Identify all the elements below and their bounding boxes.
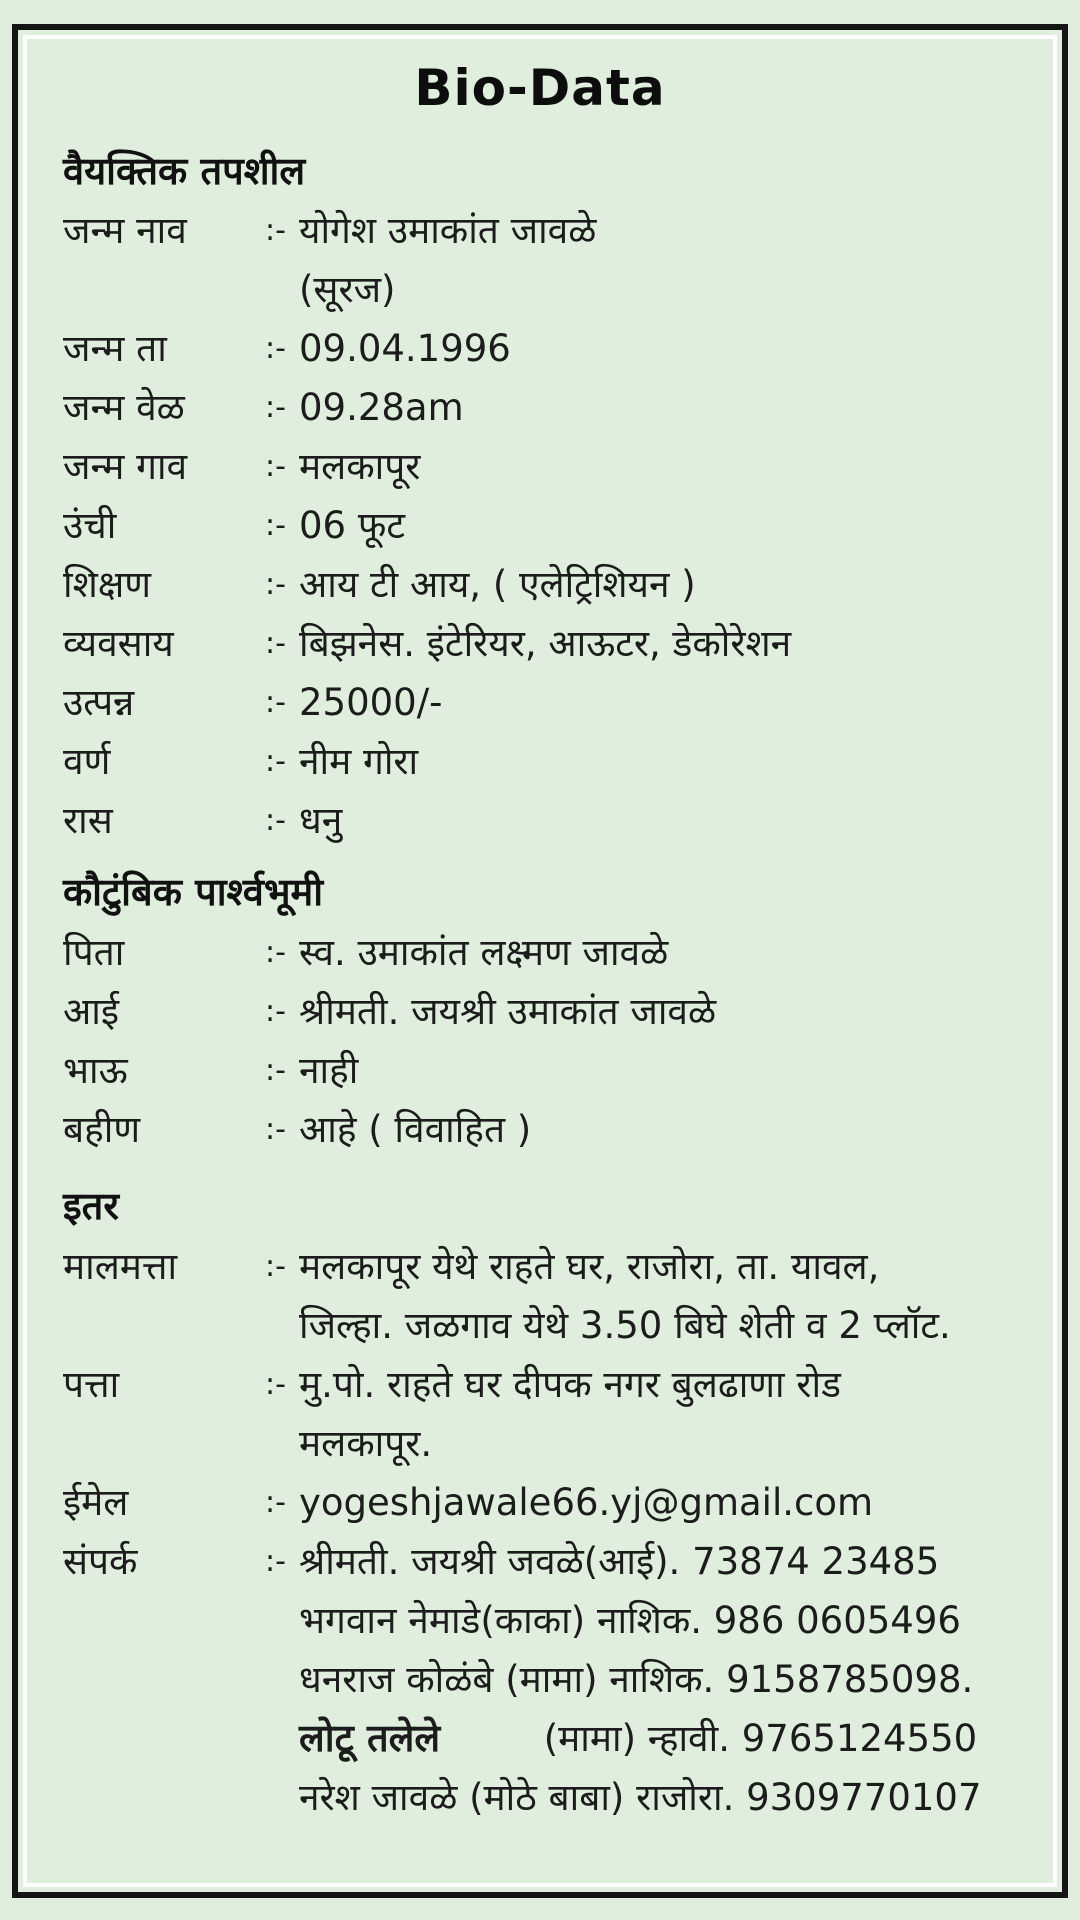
separator: :- (265, 1053, 286, 1088)
separator: :- (265, 1249, 286, 1284)
value: धनु (299, 799, 343, 842)
separator: :- (265, 744, 286, 779)
value: योगेश उमाकांत जावळे (299, 209, 597, 252)
biodata-inner-border (23, 35, 1057, 1887)
value: जिल्हा. जळगाव येथे 3.50 बिघे शेती व 2 प्लॉट. (299, 1304, 951, 1347)
value: मलकापूर (299, 445, 421, 488)
value: श्रीमती. जयश्री उमाकांत जावळे (299, 990, 717, 1033)
label: रास (63, 799, 113, 842)
section-heading-other: इतर (63, 1184, 119, 1228)
separator: :- (265, 626, 286, 661)
separator: :- (265, 803, 286, 838)
contact-line: श्रीमती. जयश्री जवळे(आई). 73874 23485 (299, 1540, 940, 1583)
separator: :- (265, 331, 286, 366)
separator: :- (265, 1367, 286, 1402)
value: मु.पो. राहते घर दीपक नगर बुलढाणा रोड (299, 1363, 841, 1406)
value: मलकापूर येथे राहते घर, राजोरा, ता. यावल, (299, 1245, 880, 1288)
separator: :- (265, 390, 286, 425)
label: जन्म गाव (63, 445, 188, 488)
value: 09.04.1996 (299, 327, 511, 370)
label: बहीण (63, 1108, 141, 1151)
contact-line: धनराज कोळंबे (मामा) नाशिक. 9158785098. (299, 1658, 974, 1701)
label: पत्ता (63, 1363, 120, 1406)
separator: :- (265, 1544, 286, 1579)
contact-line: नरेश जावळे (मोठे बाबा) राजोरा. 9309770107 (299, 1776, 982, 1819)
label: आई (63, 990, 119, 1033)
value: नाही (299, 1049, 359, 1092)
label: पिता (63, 931, 125, 974)
contact-line: भगवान नेमाडे(काका) नाशिक. 986 0605496 (299, 1599, 961, 1642)
page-title: Bio-Data (414, 59, 666, 117)
separator: :- (265, 213, 286, 248)
label: उंची (63, 504, 117, 547)
label: जन्म ता (63, 327, 167, 370)
label: शिक्षण (63, 563, 152, 606)
separator: :- (265, 508, 286, 543)
email-value: yogeshjawale66.yj@gmail.com (299, 1481, 874, 1524)
label: भाऊ (63, 1049, 128, 1092)
label: जन्म नाव (63, 209, 187, 252)
value: आहे ( विवाहित ) (299, 1108, 532, 1151)
separator: :- (265, 994, 286, 1029)
separator: :- (265, 1112, 286, 1147)
section-heading-family: कौटुंबिक पार्श्वभूमी (63, 870, 324, 914)
value: 25000/- (299, 681, 443, 724)
separator: :- (265, 567, 286, 602)
label: संपर्क (63, 1540, 138, 1583)
value: बिझनेस. इंटेरियर, आऊटर, डेकोरेशन (299, 622, 792, 665)
section-heading-personal: वैयक्तिक तपशील (63, 149, 306, 193)
contact-line (299, 1709, 1033, 1768)
label: वर्ण (63, 740, 111, 783)
label: ईमेल (63, 1481, 129, 1524)
separator: :- (265, 1485, 286, 1520)
value: (सूरज) (299, 268, 396, 311)
value: नीम गोरा (299, 740, 419, 783)
value: मलकापूर. (299, 1422, 433, 1465)
separator: :- (265, 685, 286, 720)
separator: :- (265, 935, 286, 970)
label: उत्पन्न (63, 681, 135, 724)
value: 06 फूट (299, 504, 406, 547)
label: मालमत्ता (63, 1245, 178, 1288)
label: व्यवसाय (63, 622, 174, 665)
label: जन्म वेळ (63, 386, 185, 429)
separator: :- (265, 449, 286, 484)
contact-detail: (मामा) न्हावी. 9765124550 (543, 1717, 978, 1760)
value: आय टी आय, ( एलेट्रिशियन ) (299, 563, 696, 606)
contact-name: लोटू तलेले (299, 1716, 441, 1760)
value: स्व. उमाकांत लक्ष्मण जावळे (299, 931, 669, 974)
value: 09.28am (299, 386, 464, 429)
biodata-frame (12, 24, 1068, 1898)
